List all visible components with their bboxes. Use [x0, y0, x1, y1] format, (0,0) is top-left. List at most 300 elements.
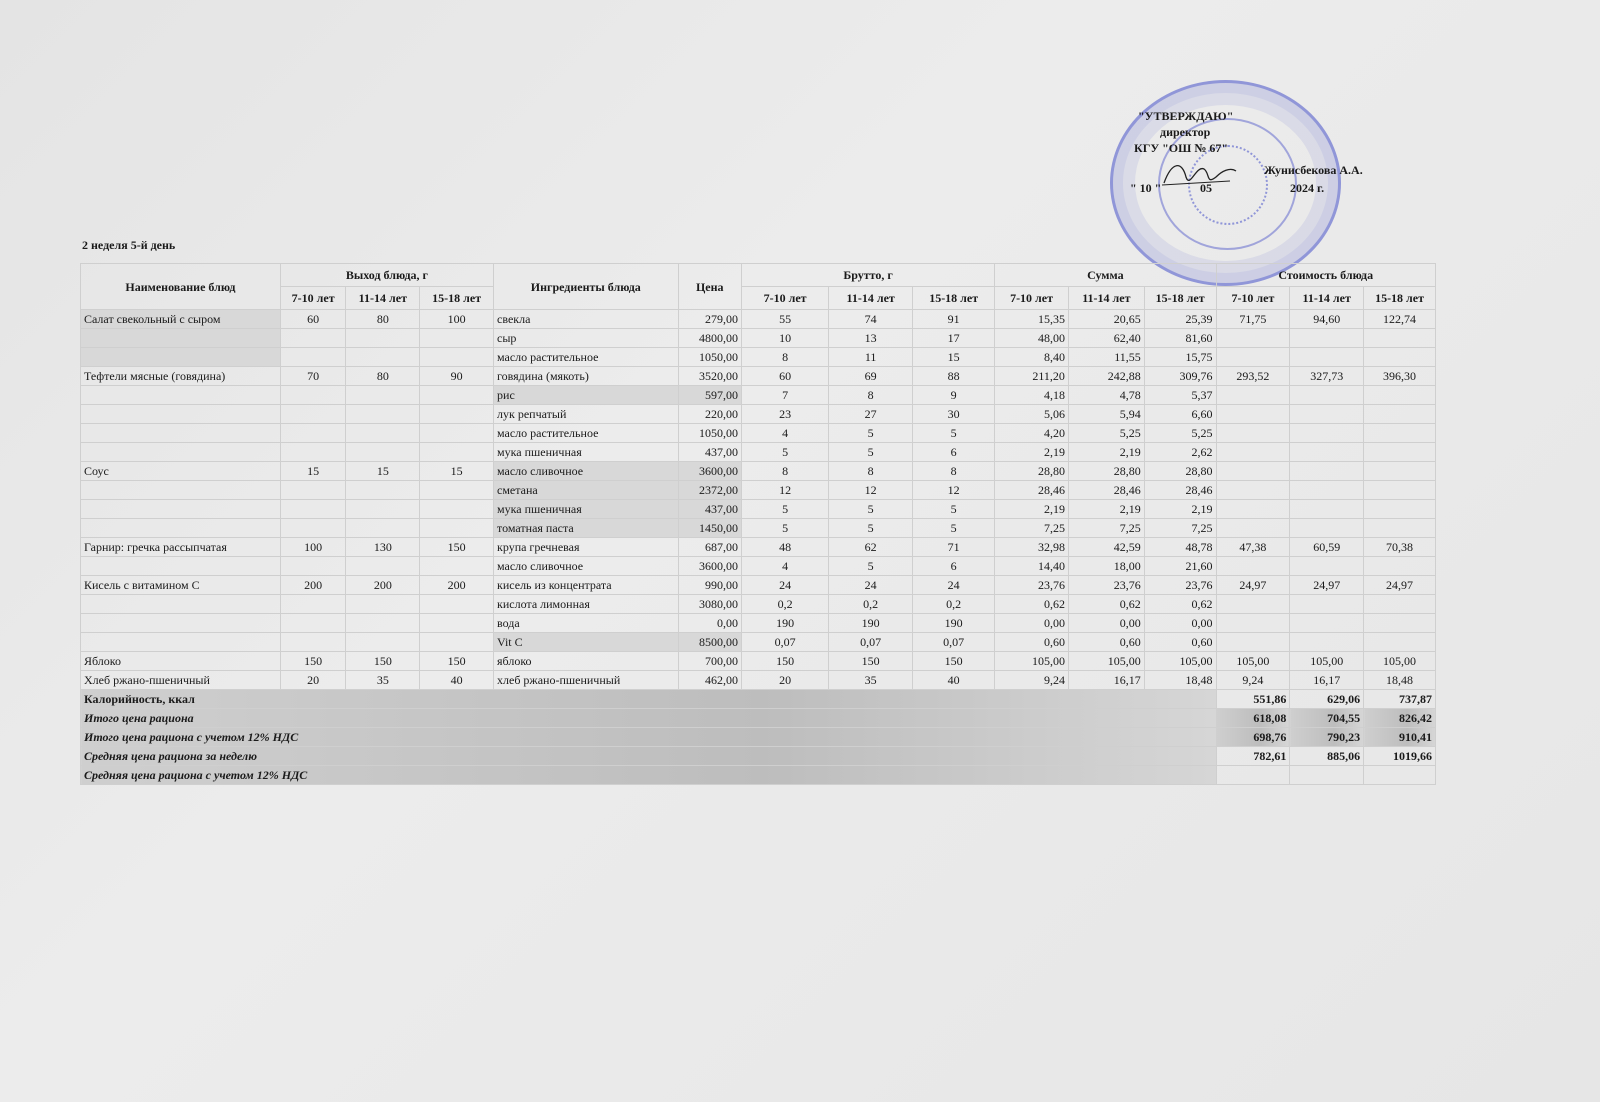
cost-cell	[1364, 500, 1436, 519]
sum-cell: 18,48	[1144, 671, 1216, 690]
brutto-cell: 12	[742, 481, 829, 500]
yield-cell: 15	[420, 462, 494, 481]
brutto-cell: 17	[913, 329, 995, 348]
brutto-cell: 13	[829, 329, 913, 348]
brutto-cell: 35	[829, 671, 913, 690]
price-cell: 1050,00	[678, 348, 742, 367]
header-age: 15-18 лет	[1144, 287, 1216, 310]
brutto-cell: 4	[742, 557, 829, 576]
yield-cell: 100	[420, 310, 494, 329]
cost-cell	[1216, 386, 1290, 405]
ingredient-cell: Vit C	[494, 633, 678, 652]
price-cell: 437,00	[678, 443, 742, 462]
brutto-cell: 150	[742, 652, 829, 671]
sum-cell: 242,88	[1068, 367, 1144, 386]
header-age: 7-10 лет	[280, 287, 346, 310]
sum-cell: 42,59	[1068, 538, 1144, 557]
summary-value	[1364, 766, 1436, 785]
table-row	[81, 329, 1436, 348]
cost-cell	[1364, 595, 1436, 614]
table-row	[81, 386, 1436, 405]
yield-cell: 40	[420, 671, 494, 690]
sum-cell: 0,60	[1144, 633, 1216, 652]
approval-title: "УТВЕРЖДАЮ"	[1138, 109, 1234, 123]
cost-cell	[1290, 633, 1364, 652]
sum-cell: 7,25	[1068, 519, 1144, 538]
yield-cell: 60	[280, 310, 346, 329]
brutto-cell: 8	[913, 462, 995, 481]
header-age: 15-18 лет	[420, 287, 494, 310]
cost-cell: 71,75	[1216, 310, 1290, 329]
sum-cell: 8,40	[995, 348, 1069, 367]
cost-cell	[1364, 519, 1436, 538]
table-row	[81, 538, 1436, 557]
cost-cell	[1216, 481, 1290, 500]
sum-cell: 2,19	[995, 500, 1069, 519]
header-cost: Стоимость блюда	[1216, 264, 1435, 287]
cost-cell: 9,24	[1216, 671, 1290, 690]
summary-value: 790,23	[1290, 728, 1364, 747]
brutto-cell: 5	[742, 519, 829, 538]
sum-cell: 105,00	[995, 652, 1069, 671]
brutto-cell: 6	[913, 443, 995, 462]
cost-cell: 18,48	[1364, 671, 1436, 690]
yield-cell: 200	[280, 576, 346, 595]
cost-cell	[1364, 462, 1436, 481]
sum-cell: 20,65	[1068, 310, 1144, 329]
sum-cell: 0,62	[1144, 595, 1216, 614]
cost-cell	[1290, 424, 1364, 443]
ingredient-cell: масло растительное	[494, 348, 678, 367]
summary-value: 704,55	[1290, 709, 1364, 728]
sum-cell: 0,62	[995, 595, 1069, 614]
header-ingredients: Ингредиенты блюда	[494, 264, 678, 310]
yield-cell	[346, 329, 420, 348]
brutto-cell: 4	[742, 424, 829, 443]
yield-cell	[346, 481, 420, 500]
approval-date-year: 2024 г.	[1290, 181, 1325, 195]
yield-cell: 80	[346, 367, 420, 386]
yield-cell	[420, 500, 494, 519]
summary-value: 698,76	[1216, 728, 1290, 747]
yield-cell	[280, 557, 346, 576]
yield-cell	[280, 405, 346, 424]
cost-cell	[1216, 348, 1290, 367]
dish-name-cell: Соус	[81, 462, 281, 481]
price-cell: 1050,00	[678, 424, 742, 443]
yield-cell	[346, 405, 420, 424]
brutto-cell: 23	[742, 405, 829, 424]
cost-cell	[1216, 424, 1290, 443]
cost-cell	[1216, 443, 1290, 462]
sum-cell: 2,19	[1144, 500, 1216, 519]
sum-cell: 2,19	[1068, 500, 1144, 519]
table-row	[81, 576, 1436, 595]
dish-name-cell	[81, 443, 281, 462]
header-sum: Сумма	[995, 264, 1216, 287]
dish-name-cell	[81, 633, 281, 652]
cost-cell	[1364, 614, 1436, 633]
yield-cell: 15	[346, 462, 420, 481]
brutto-cell: 190	[829, 614, 913, 633]
price-cell: 3080,00	[678, 595, 742, 614]
cost-cell: 70,38	[1364, 538, 1436, 557]
sum-cell: 11,55	[1068, 348, 1144, 367]
dish-name-cell: Кисель с витамином С	[81, 576, 281, 595]
cost-cell: 105,00	[1216, 652, 1290, 671]
dish-name-cell	[81, 348, 281, 367]
cost-cell	[1364, 633, 1436, 652]
brutto-cell: 91	[913, 310, 995, 329]
ingredient-cell: говядина (мякоть)	[494, 367, 678, 386]
yield-cell	[280, 595, 346, 614]
brutto-cell: 190	[913, 614, 995, 633]
yield-cell	[420, 329, 494, 348]
price-cell: 2372,00	[678, 481, 742, 500]
yield-cell	[420, 443, 494, 462]
yield-cell	[280, 500, 346, 519]
header-age: 11-14 лет	[1290, 287, 1364, 310]
cost-cell: 327,73	[1290, 367, 1364, 386]
summary-value: 737,87	[1364, 690, 1436, 709]
dish-name-cell	[81, 614, 281, 633]
yield-cell	[346, 500, 420, 519]
summary-label: Средняя цена рациона с учетом 12% НДС	[81, 766, 1217, 785]
brutto-cell: 20	[742, 671, 829, 690]
table-row	[81, 310, 1436, 329]
sum-cell: 4,20	[995, 424, 1069, 443]
brutto-cell: 24	[829, 576, 913, 595]
cost-cell	[1290, 481, 1364, 500]
brutto-cell: 5	[829, 500, 913, 519]
sum-cell: 23,76	[995, 576, 1069, 595]
cost-cell	[1290, 443, 1364, 462]
price-cell: 3600,00	[678, 462, 742, 481]
yield-cell	[280, 329, 346, 348]
cost-cell: 16,17	[1290, 671, 1364, 690]
price-cell: 4800,00	[678, 329, 742, 348]
dish-name-cell	[81, 481, 281, 500]
sum-cell: 211,20	[995, 367, 1069, 386]
header-age: 7-10 лет	[742, 287, 829, 310]
brutto-cell: 150	[913, 652, 995, 671]
sum-cell: 2,19	[995, 443, 1069, 462]
price-cell: 437,00	[678, 500, 742, 519]
table-row	[81, 405, 1436, 424]
yield-cell	[346, 519, 420, 538]
yield-cell: 150	[420, 652, 494, 671]
dish-name-cell	[81, 557, 281, 576]
header-age: 15-18 лет	[1364, 287, 1436, 310]
dish-name-cell: Гарнир: гречка рассыпчатая	[81, 538, 281, 557]
sum-cell: 16,17	[1068, 671, 1144, 690]
header-price: Цена	[678, 264, 742, 310]
cost-cell	[1364, 405, 1436, 424]
cost-cell	[1216, 595, 1290, 614]
table-row	[81, 424, 1436, 443]
sum-cell: 48,00	[995, 329, 1069, 348]
sum-cell: 5,25	[1068, 424, 1144, 443]
yield-cell: 200	[346, 576, 420, 595]
ingredient-cell: масло сливочное	[494, 557, 678, 576]
sum-cell: 5,37	[1144, 386, 1216, 405]
sum-cell: 28,46	[995, 481, 1069, 500]
sum-cell: 105,00	[1068, 652, 1144, 671]
yield-cell	[280, 386, 346, 405]
ingredient-cell: лук репчатый	[494, 405, 678, 424]
table-row	[81, 443, 1436, 462]
brutto-cell: 62	[829, 538, 913, 557]
cost-cell	[1290, 386, 1364, 405]
summary-row	[81, 747, 1436, 766]
sum-cell: 28,80	[995, 462, 1069, 481]
header-age: 7-10 лет	[995, 287, 1069, 310]
header-row-top	[81, 264, 1436, 287]
header-age: 15-18 лет	[913, 287, 995, 310]
sum-cell: 7,25	[995, 519, 1069, 538]
yield-cell: 200	[420, 576, 494, 595]
price-cell: 687,00	[678, 538, 742, 557]
yield-cell	[346, 348, 420, 367]
brutto-cell: 0,07	[829, 633, 913, 652]
summary-row	[81, 766, 1436, 785]
yield-cell	[420, 595, 494, 614]
ingredient-cell: крупа гречневая	[494, 538, 678, 557]
sum-cell: 5,94	[1068, 405, 1144, 424]
sum-cell: 2,19	[1068, 443, 1144, 462]
summary-label: Итого цена рациона	[81, 709, 1217, 728]
ingredient-cell: вода	[494, 614, 678, 633]
price-cell: 462,00	[678, 671, 742, 690]
brutto-cell: 40	[913, 671, 995, 690]
yield-cell	[346, 595, 420, 614]
ingredient-cell: яблоко	[494, 652, 678, 671]
cost-cell	[1290, 462, 1364, 481]
yield-cell: 100	[280, 538, 346, 557]
summary-value: 551,86	[1216, 690, 1290, 709]
yield-cell	[346, 386, 420, 405]
sum-cell: 2,62	[1144, 443, 1216, 462]
brutto-cell: 5	[913, 424, 995, 443]
summary-label: Итого цена рациона с учетом 12% НДС	[81, 728, 1217, 747]
sum-cell: 62,40	[1068, 329, 1144, 348]
cost-cell	[1364, 424, 1436, 443]
day-heading: 2 неделя 5-й день	[82, 238, 176, 252]
yield-cell	[420, 519, 494, 538]
cost-cell	[1290, 614, 1364, 633]
yield-cell	[280, 519, 346, 538]
price-cell: 990,00	[678, 576, 742, 595]
brutto-cell: 150	[829, 652, 913, 671]
header-age: 11-14 лет	[829, 287, 913, 310]
brutto-cell: 15	[913, 348, 995, 367]
brutto-cell: 5	[913, 500, 995, 519]
brutto-cell: 69	[829, 367, 913, 386]
sum-cell: 32,98	[995, 538, 1069, 557]
cost-cell	[1216, 614, 1290, 633]
ingredient-cell: хлеб ржано-пшеничный	[494, 671, 678, 690]
sum-cell: 28,46	[1144, 481, 1216, 500]
price-cell: 597,00	[678, 386, 742, 405]
sum-cell: 23,76	[1068, 576, 1144, 595]
sum-cell: 81,60	[1144, 329, 1216, 348]
dish-name-cell: Тефтели мясные (говядина)	[81, 367, 281, 386]
sum-cell: 4,18	[995, 386, 1069, 405]
price-cell: 700,00	[678, 652, 742, 671]
brutto-cell: 12	[829, 481, 913, 500]
table-row	[81, 557, 1436, 576]
sum-cell: 0,60	[1068, 633, 1144, 652]
cost-cell	[1290, 348, 1364, 367]
sum-cell: 5,06	[995, 405, 1069, 424]
cost-cell: 396,30	[1364, 367, 1436, 386]
cost-cell	[1216, 329, 1290, 348]
sum-cell: 28,80	[1068, 462, 1144, 481]
cost-cell	[1364, 443, 1436, 462]
price-cell: 279,00	[678, 310, 742, 329]
cost-cell	[1216, 633, 1290, 652]
yield-cell	[346, 633, 420, 652]
sum-cell: 105,00	[1144, 652, 1216, 671]
yield-cell: 150	[420, 538, 494, 557]
sum-cell: 48,78	[1144, 538, 1216, 557]
dish-name-cell: Хлеб ржано-пшеничный	[81, 671, 281, 690]
yield-cell	[346, 424, 420, 443]
brutto-cell: 0,07	[913, 633, 995, 652]
yield-cell	[420, 481, 494, 500]
price-cell: 8500,00	[678, 633, 742, 652]
dish-name-cell	[81, 595, 281, 614]
sum-cell: 6,60	[1144, 405, 1216, 424]
cost-cell	[1290, 557, 1364, 576]
brutto-cell: 88	[913, 367, 995, 386]
dish-name-cell	[81, 405, 281, 424]
brutto-cell: 0,2	[913, 595, 995, 614]
cost-cell: 24,97	[1364, 576, 1436, 595]
yield-cell	[420, 633, 494, 652]
summary-value: 629,06	[1290, 690, 1364, 709]
yield-cell	[420, 348, 494, 367]
dish-name-cell	[81, 424, 281, 443]
dish-name-cell	[81, 386, 281, 405]
approval-name: Жунисбекова А.А.	[1264, 163, 1363, 177]
price-cell: 3600,00	[678, 557, 742, 576]
yield-cell: 15	[280, 462, 346, 481]
sum-cell: 25,39	[1144, 310, 1216, 329]
sum-cell: 5,25	[1144, 424, 1216, 443]
summary-value: 782,61	[1216, 747, 1290, 766]
table-row	[81, 671, 1436, 690]
header-age: 11-14 лет	[346, 287, 420, 310]
cost-cell: 293,52	[1216, 367, 1290, 386]
cost-cell	[1290, 500, 1364, 519]
yield-cell	[420, 405, 494, 424]
table-row	[81, 348, 1436, 367]
header-row-ages	[81, 287, 1436, 310]
table-row	[81, 481, 1436, 500]
sum-cell: 4,78	[1068, 386, 1144, 405]
ingredient-cell: сыр	[494, 329, 678, 348]
yield-cell: 35	[346, 671, 420, 690]
brutto-cell: 55	[742, 310, 829, 329]
cost-cell	[1364, 557, 1436, 576]
yield-cell	[420, 557, 494, 576]
cost-cell	[1216, 500, 1290, 519]
yield-cell	[280, 443, 346, 462]
approval-org: КГУ "ОШ № 67"	[1134, 141, 1229, 155]
sum-cell: 28,80	[1144, 462, 1216, 481]
table-row	[81, 633, 1436, 652]
brutto-cell: 11	[829, 348, 913, 367]
dish-name-cell	[81, 500, 281, 519]
brutto-cell: 30	[913, 405, 995, 424]
price-cell: 1450,00	[678, 519, 742, 538]
price-cell: 0,00	[678, 614, 742, 633]
brutto-cell: 5	[829, 424, 913, 443]
ingredient-cell: масло сливочное	[494, 462, 678, 481]
header-age: 7-10 лет	[1216, 287, 1290, 310]
brutto-cell: 48	[742, 538, 829, 557]
ingredient-cell: кисель из концентрата	[494, 576, 678, 595]
summary-value: 826,42	[1364, 709, 1436, 728]
yield-cell	[346, 614, 420, 633]
brutto-cell: 27	[829, 405, 913, 424]
sum-cell: 0,62	[1068, 595, 1144, 614]
cost-cell	[1216, 557, 1290, 576]
sum-cell: 14,40	[995, 557, 1069, 576]
brutto-cell: 6	[913, 557, 995, 576]
yield-cell	[346, 557, 420, 576]
summary-value: 910,41	[1364, 728, 1436, 747]
ingredient-cell: мука пшеничная	[494, 500, 678, 519]
summary-row	[81, 709, 1436, 728]
brutto-cell: 10	[742, 329, 829, 348]
brutto-cell: 0,2	[742, 595, 829, 614]
brutto-cell: 12	[913, 481, 995, 500]
cost-cell	[1290, 405, 1364, 424]
table-row	[81, 500, 1436, 519]
cost-cell: 94,60	[1290, 310, 1364, 329]
header-brutto: Брутто, г	[742, 264, 995, 287]
cost-cell	[1216, 462, 1290, 481]
ingredient-cell: свекла	[494, 310, 678, 329]
brutto-cell: 9	[913, 386, 995, 405]
brutto-cell: 8	[742, 348, 829, 367]
sum-cell: 9,24	[995, 671, 1069, 690]
summary-value	[1290, 766, 1364, 785]
yield-cell: 80	[346, 310, 420, 329]
approval-position: директор	[1160, 125, 1211, 139]
ingredient-cell: рис	[494, 386, 678, 405]
cost-cell: 24,97	[1216, 576, 1290, 595]
ingredient-cell: мука пшеничная	[494, 443, 678, 462]
brutto-cell: 5	[913, 519, 995, 538]
brutto-cell: 5	[742, 500, 829, 519]
brutto-cell: 5	[829, 557, 913, 576]
cost-cell: 24,97	[1290, 576, 1364, 595]
table-row	[81, 367, 1436, 386]
ingredient-cell: томатная паста	[494, 519, 678, 538]
cost-cell: 47,38	[1216, 538, 1290, 557]
sum-cell: 18,00	[1068, 557, 1144, 576]
cost-cell	[1364, 348, 1436, 367]
cost-cell	[1364, 329, 1436, 348]
sum-cell: 15,75	[1144, 348, 1216, 367]
table-row	[81, 595, 1436, 614]
yield-cell	[420, 614, 494, 633]
brutto-cell: 5	[829, 443, 913, 462]
yield-cell: 90	[420, 367, 494, 386]
